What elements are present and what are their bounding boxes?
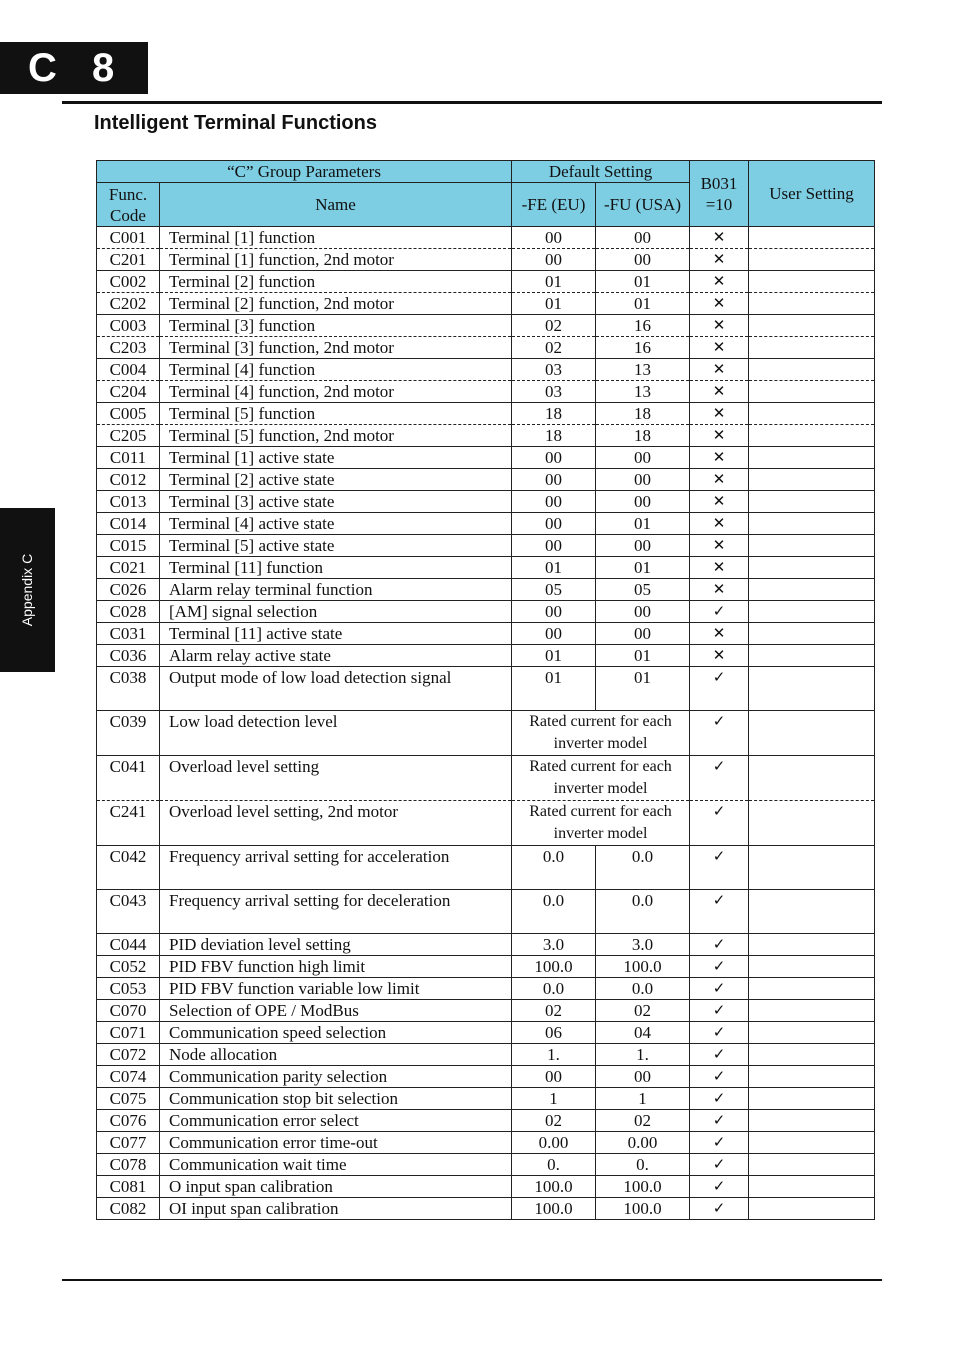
- fe-default-cell: 03: [512, 359, 596, 381]
- fe-default-cell: 01: [512, 557, 596, 579]
- func-code-cell: C072: [97, 1044, 160, 1066]
- func-code-cell: C078: [97, 1154, 160, 1176]
- fu-default-cell: 0.0: [596, 846, 690, 890]
- check-icon: ✓: [690, 667, 749, 711]
- func-code-cell: C075: [97, 1088, 160, 1110]
- name-cell: Communication error select: [160, 1110, 512, 1132]
- cross-icon: ✕: [690, 557, 749, 579]
- table-row: [97, 801, 875, 846]
- fu-default-cell: 1.: [596, 1044, 690, 1066]
- check-icon: ✓: [690, 846, 749, 890]
- fu-default-cell: 00: [596, 535, 690, 557]
- func-code-cell: C205: [97, 425, 160, 447]
- fe-default-cell: 00: [512, 469, 596, 491]
- table-row: [97, 1044, 875, 1066]
- user-setting-cell: [749, 293, 875, 315]
- fe-default-cell: 00: [512, 491, 596, 513]
- table-row: [97, 337, 875, 359]
- user-setting-cell: [749, 271, 875, 293]
- check-icon: ✓: [690, 890, 749, 934]
- user-setting-cell: [749, 890, 875, 934]
- user-setting-cell: [749, 469, 875, 491]
- fu-default-cell: 13: [596, 359, 690, 381]
- fe-default-cell: 02: [512, 315, 596, 337]
- func-code-cell: C014: [97, 513, 160, 535]
- check-icon: ✓: [690, 1022, 749, 1044]
- name-cell: Node allocation: [160, 1044, 512, 1066]
- table-row: [97, 667, 875, 711]
- func-code-cell: C039: [97, 711, 160, 756]
- header-group: “C” Group Parameters: [97, 161, 512, 183]
- fe-default-cell: 02: [512, 1000, 596, 1022]
- name-cell: Terminal [11] active state: [160, 623, 512, 645]
- table-row: [97, 934, 875, 956]
- fu-default-cell: 00: [596, 469, 690, 491]
- user-setting-cell: [749, 337, 875, 359]
- fe-default-cell: 18: [512, 425, 596, 447]
- user-setting-cell: [749, 1066, 875, 1088]
- name-cell: Overload level setting: [160, 756, 512, 801]
- name-cell: Output mode of low load detection signal: [160, 667, 512, 711]
- cross-icon: ✕: [690, 491, 749, 513]
- header-default-setting: Default Setting: [512, 161, 690, 183]
- fe-default-cell: 06: [512, 1022, 596, 1044]
- fu-default-cell: 00: [596, 623, 690, 645]
- user-setting-cell: [749, 956, 875, 978]
- appendix-page-badge: [0, 42, 148, 94]
- func-code-cell: C201: [97, 249, 160, 271]
- func-code-cell: C077: [97, 1132, 160, 1154]
- fe-default-cell: 03: [512, 381, 596, 403]
- user-setting-cell: [749, 249, 875, 271]
- cross-icon: ✕: [690, 271, 749, 293]
- fu-default-cell: 02: [596, 1110, 690, 1132]
- fu-default-cell: 05: [596, 579, 690, 601]
- user-setting-cell: [749, 1044, 875, 1066]
- func-code-cell: C011: [97, 447, 160, 469]
- fe-default-cell: 01: [512, 271, 596, 293]
- user-setting-cell: [749, 1000, 875, 1022]
- user-setting-cell: [749, 667, 875, 711]
- check-icon: ✓: [690, 601, 749, 623]
- table-row: [97, 623, 875, 645]
- check-icon: ✓: [690, 956, 749, 978]
- cross-icon: ✕: [690, 315, 749, 337]
- user-setting-cell: [749, 1132, 875, 1154]
- name-cell: Frequency arrival setting for acceleration: [160, 846, 512, 890]
- header-user-setting: User Setting: [749, 161, 875, 227]
- user-setting-cell: [749, 1088, 875, 1110]
- name-cell: Communication parity selection: [160, 1066, 512, 1088]
- user-setting-cell: [749, 623, 875, 645]
- fu-default-cell: 100.0: [596, 1176, 690, 1198]
- default-span-cell: Rated current for each inverter model: [512, 801, 690, 846]
- header-fe: -FE (EU): [512, 183, 596, 227]
- check-icon: ✓: [690, 1198, 749, 1220]
- check-icon: ✓: [690, 1154, 749, 1176]
- table-row: [97, 557, 875, 579]
- user-setting-cell: [749, 1110, 875, 1132]
- side-tab: [0, 508, 55, 672]
- table-row: [97, 447, 875, 469]
- name-cell: Terminal [11] function: [160, 557, 512, 579]
- func-code-cell: C041: [97, 756, 160, 801]
- fe-default-cell: 3.0: [512, 934, 596, 956]
- func-code-cell: C070: [97, 1000, 160, 1022]
- user-setting-cell: [749, 535, 875, 557]
- user-setting-cell: [749, 711, 875, 756]
- user-setting-cell: [749, 359, 875, 381]
- fu-default-cell: 16: [596, 315, 690, 337]
- fe-default-cell: 0.: [512, 1154, 596, 1176]
- cross-icon: ✕: [690, 337, 749, 359]
- table-row: [97, 756, 875, 801]
- parameter-table: [96, 160, 875, 1220]
- name-cell: Terminal [4] function: [160, 359, 512, 381]
- user-setting-cell: [749, 1154, 875, 1176]
- fu-default-cell: 0.: [596, 1154, 690, 1176]
- check-icon: ✓: [690, 1044, 749, 1066]
- fe-default-cell: 01: [512, 667, 596, 711]
- func-code-cell: C043: [97, 890, 160, 934]
- table-row: [97, 381, 875, 403]
- user-setting-cell: [749, 846, 875, 890]
- func-code-cell: C015: [97, 535, 160, 557]
- user-setting-cell: [749, 447, 875, 469]
- side-tab-label: Appendix C: [19, 553, 35, 627]
- user-setting-cell: [749, 601, 875, 623]
- fu-default-cell: 01: [596, 271, 690, 293]
- check-icon: ✓: [690, 934, 749, 956]
- fu-default-cell: 100.0: [596, 956, 690, 978]
- fe-default-cell: 1: [512, 1088, 596, 1110]
- cross-icon: ✕: [690, 513, 749, 535]
- table-row: [97, 1000, 875, 1022]
- fu-default-cell: 16: [596, 337, 690, 359]
- user-setting-cell: [749, 1022, 875, 1044]
- func-code-cell: C031: [97, 623, 160, 645]
- fu-default-cell: 00: [596, 249, 690, 271]
- func-code-cell: C081: [97, 1176, 160, 1198]
- cross-icon: ✕: [690, 381, 749, 403]
- check-icon: ✓: [690, 1132, 749, 1154]
- fu-default-cell: 00: [596, 601, 690, 623]
- table-row: [97, 956, 875, 978]
- appendix-letter: C: [28, 46, 57, 90]
- user-setting-cell: [749, 403, 875, 425]
- func-code-cell: C052: [97, 956, 160, 978]
- name-cell: Selection of OPE / ModBus: [160, 1000, 512, 1022]
- fu-default-cell: 00: [596, 491, 690, 513]
- name-cell: Alarm relay active state: [160, 645, 512, 667]
- table-row: [97, 846, 875, 890]
- fu-default-cell: 01: [596, 293, 690, 315]
- cross-icon: ✕: [690, 249, 749, 271]
- fu-default-cell: 0.0: [596, 890, 690, 934]
- name-cell: Frequency arrival setting for deceleration: [160, 890, 512, 934]
- table-row: [97, 1198, 875, 1220]
- cross-icon: ✕: [690, 403, 749, 425]
- fu-default-cell: 3.0: [596, 934, 690, 956]
- header-name: Name: [160, 183, 512, 227]
- table-row: [97, 315, 875, 337]
- table-row: [97, 249, 875, 271]
- func-code-cell: C204: [97, 381, 160, 403]
- fe-default-cell: 01: [512, 293, 596, 315]
- check-icon: ✓: [690, 1088, 749, 1110]
- check-icon: ✓: [690, 978, 749, 1000]
- check-icon: ✓: [690, 1176, 749, 1198]
- func-code-cell: C013: [97, 491, 160, 513]
- name-cell: Terminal [1] function: [160, 227, 512, 249]
- name-cell: Overload level setting, 2nd motor: [160, 801, 512, 846]
- name-cell: Communication speed selection: [160, 1022, 512, 1044]
- table-row: [97, 1088, 875, 1110]
- func-code-cell: C202: [97, 293, 160, 315]
- user-setting-cell: [749, 557, 875, 579]
- default-span-cell: Rated current for each inverter model: [512, 711, 690, 756]
- name-cell: Alarm relay terminal function: [160, 579, 512, 601]
- fe-default-cell: 00: [512, 227, 596, 249]
- table-row: [97, 425, 875, 447]
- user-setting-cell: [749, 978, 875, 1000]
- table-row: [97, 491, 875, 513]
- func-code-cell: C044: [97, 934, 160, 956]
- cross-icon: ✕: [690, 293, 749, 315]
- fe-default-cell: 18: [512, 403, 596, 425]
- user-setting-cell: [749, 579, 875, 601]
- name-cell: [AM] signal selection: [160, 601, 512, 623]
- check-icon: ✓: [690, 801, 749, 846]
- name-cell: Communication error time-out: [160, 1132, 512, 1154]
- name-cell: Terminal [4] active state: [160, 513, 512, 535]
- fe-default-cell: 02: [512, 1110, 596, 1132]
- cross-icon: ✕: [690, 645, 749, 667]
- func-code-cell: C002: [97, 271, 160, 293]
- table-row: [97, 1154, 875, 1176]
- func-code-cell: C021: [97, 557, 160, 579]
- cross-icon: ✕: [690, 469, 749, 491]
- name-cell: O input span calibration: [160, 1176, 512, 1198]
- fu-default-cell: 13: [596, 381, 690, 403]
- default-span-cell: Rated current for each inverter model: [512, 756, 690, 801]
- name-cell: PID deviation level setting: [160, 934, 512, 956]
- func-code-cell: C036: [97, 645, 160, 667]
- table-row: [97, 711, 875, 756]
- func-code-cell: C003: [97, 315, 160, 337]
- fu-default-cell: 00: [596, 447, 690, 469]
- name-cell: Terminal [5] function, 2nd motor: [160, 425, 512, 447]
- fu-default-cell: 04: [596, 1022, 690, 1044]
- fe-default-cell: 00: [512, 513, 596, 535]
- func-code-cell: C074: [97, 1066, 160, 1088]
- table-row: [97, 227, 875, 249]
- table-row: [97, 601, 875, 623]
- fu-default-cell: 1: [596, 1088, 690, 1110]
- fe-default-cell: 00: [512, 447, 596, 469]
- name-cell: Terminal [2] function, 2nd motor: [160, 293, 512, 315]
- fe-default-cell: 100.0: [512, 1198, 596, 1220]
- check-icon: ✓: [690, 1110, 749, 1132]
- func-code-cell: C004: [97, 359, 160, 381]
- footer-rule: [62, 1279, 882, 1281]
- name-cell: Terminal [3] active state: [160, 491, 512, 513]
- func-code-cell: C026: [97, 579, 160, 601]
- table-row: [97, 271, 875, 293]
- cross-icon: ✕: [690, 425, 749, 447]
- fe-default-cell: 00: [512, 535, 596, 557]
- table-row: [97, 535, 875, 557]
- user-setting-cell: [749, 513, 875, 535]
- fu-default-cell: 18: [596, 403, 690, 425]
- table-row: [97, 293, 875, 315]
- func-code-cell: C082: [97, 1198, 160, 1220]
- fu-default-cell: 01: [596, 667, 690, 711]
- check-icon: ✓: [690, 756, 749, 801]
- table-row: [97, 469, 875, 491]
- name-cell: PID FBV function high limit: [160, 956, 512, 978]
- user-setting-cell: [749, 227, 875, 249]
- fe-default-cell: 00: [512, 1066, 596, 1088]
- func-code-cell: C076: [97, 1110, 160, 1132]
- func-code-cell: C038: [97, 667, 160, 711]
- func-code-cell: C071: [97, 1022, 160, 1044]
- fu-default-cell: 01: [596, 557, 690, 579]
- fu-default-cell: 00: [596, 1066, 690, 1088]
- fe-default-cell: 0.0: [512, 978, 596, 1000]
- table-body: [97, 227, 875, 1220]
- name-cell: Terminal [5] active state: [160, 535, 512, 557]
- name-cell: Terminal [4] function, 2nd motor: [160, 381, 512, 403]
- user-setting-cell: [749, 645, 875, 667]
- section-title: Intelligent Terminal Functions: [94, 112, 377, 134]
- table-row: [97, 645, 875, 667]
- fe-default-cell: 05: [512, 579, 596, 601]
- fe-default-cell: 0.0: [512, 890, 596, 934]
- fe-default-cell: 01: [512, 645, 596, 667]
- func-code-cell: C012: [97, 469, 160, 491]
- check-icon: ✓: [690, 1000, 749, 1022]
- table-row: [97, 513, 875, 535]
- name-cell: Communication wait time: [160, 1154, 512, 1176]
- name-cell: Terminal [3] function, 2nd motor: [160, 337, 512, 359]
- user-setting-cell: [749, 801, 875, 846]
- user-setting-cell: [749, 425, 875, 447]
- cross-icon: ✕: [690, 359, 749, 381]
- user-setting-cell: [749, 756, 875, 801]
- func-code-cell: C028: [97, 601, 160, 623]
- fe-default-cell: 100.0: [512, 956, 596, 978]
- name-cell: OI input span calibration: [160, 1198, 512, 1220]
- table-row: [97, 1132, 875, 1154]
- fu-default-cell: 01: [596, 645, 690, 667]
- page-number: 8: [92, 46, 115, 90]
- fu-default-cell: 0.0: [596, 978, 690, 1000]
- table-row: [97, 1176, 875, 1198]
- fu-default-cell: 18: [596, 425, 690, 447]
- fe-default-cell: 0.0: [512, 846, 596, 890]
- user-setting-cell: [749, 934, 875, 956]
- table-row: [97, 359, 875, 381]
- fe-default-cell: 00: [512, 601, 596, 623]
- name-cell: Terminal [1] function, 2nd motor: [160, 249, 512, 271]
- name-cell: Communication stop bit selection: [160, 1088, 512, 1110]
- table-row: [97, 579, 875, 601]
- fe-default-cell: 00: [512, 623, 596, 645]
- table-row: [97, 1022, 875, 1044]
- name-cell: Low load detection level: [160, 711, 512, 756]
- func-code-cell: C241: [97, 801, 160, 846]
- name-cell: Terminal [3] function: [160, 315, 512, 337]
- func-code-cell: C203: [97, 337, 160, 359]
- user-setting-cell: [749, 1198, 875, 1220]
- check-icon: ✓: [690, 711, 749, 756]
- fe-default-cell: 02: [512, 337, 596, 359]
- name-cell: Terminal [2] function: [160, 271, 512, 293]
- fu-default-cell: 01: [596, 513, 690, 535]
- check-icon: ✓: [690, 1066, 749, 1088]
- table-row: [97, 978, 875, 1000]
- user-setting-cell: [749, 1176, 875, 1198]
- table-row: [97, 890, 875, 934]
- header-rule: [62, 101, 882, 104]
- cross-icon: ✕: [690, 227, 749, 249]
- header-b031: B031 =10: [690, 161, 749, 227]
- cross-icon: ✕: [690, 447, 749, 469]
- fe-default-cell: 1.: [512, 1044, 596, 1066]
- fe-default-cell: 0.00: [512, 1132, 596, 1154]
- cross-icon: ✕: [690, 579, 749, 601]
- cross-icon: ✕: [690, 535, 749, 557]
- user-setting-cell: [749, 315, 875, 337]
- fe-default-cell: 100.0: [512, 1176, 596, 1198]
- cross-icon: ✕: [690, 623, 749, 645]
- fu-default-cell: 100.0: [596, 1198, 690, 1220]
- fe-default-cell: 00: [512, 249, 596, 271]
- name-cell: Terminal [5] function: [160, 403, 512, 425]
- name-cell: PID FBV function variable low limit: [160, 978, 512, 1000]
- table-row: [97, 1066, 875, 1088]
- func-code-cell: C001: [97, 227, 160, 249]
- name-cell: Terminal [2] active state: [160, 469, 512, 491]
- fu-default-cell: 0.00: [596, 1132, 690, 1154]
- func-code-cell: C005: [97, 403, 160, 425]
- name-cell: Terminal [1] active state: [160, 447, 512, 469]
- fu-default-cell: 02: [596, 1000, 690, 1022]
- func-code-cell: C042: [97, 846, 160, 890]
- header-fu: -FU (USA): [596, 183, 690, 227]
- table-row: [97, 1110, 875, 1132]
- func-code-cell: C053: [97, 978, 160, 1000]
- table-row: [97, 403, 875, 425]
- fu-default-cell: 00: [596, 227, 690, 249]
- user-setting-cell: [749, 491, 875, 513]
- user-setting-cell: [749, 381, 875, 403]
- header-func-code: Func. Code: [97, 183, 160, 227]
